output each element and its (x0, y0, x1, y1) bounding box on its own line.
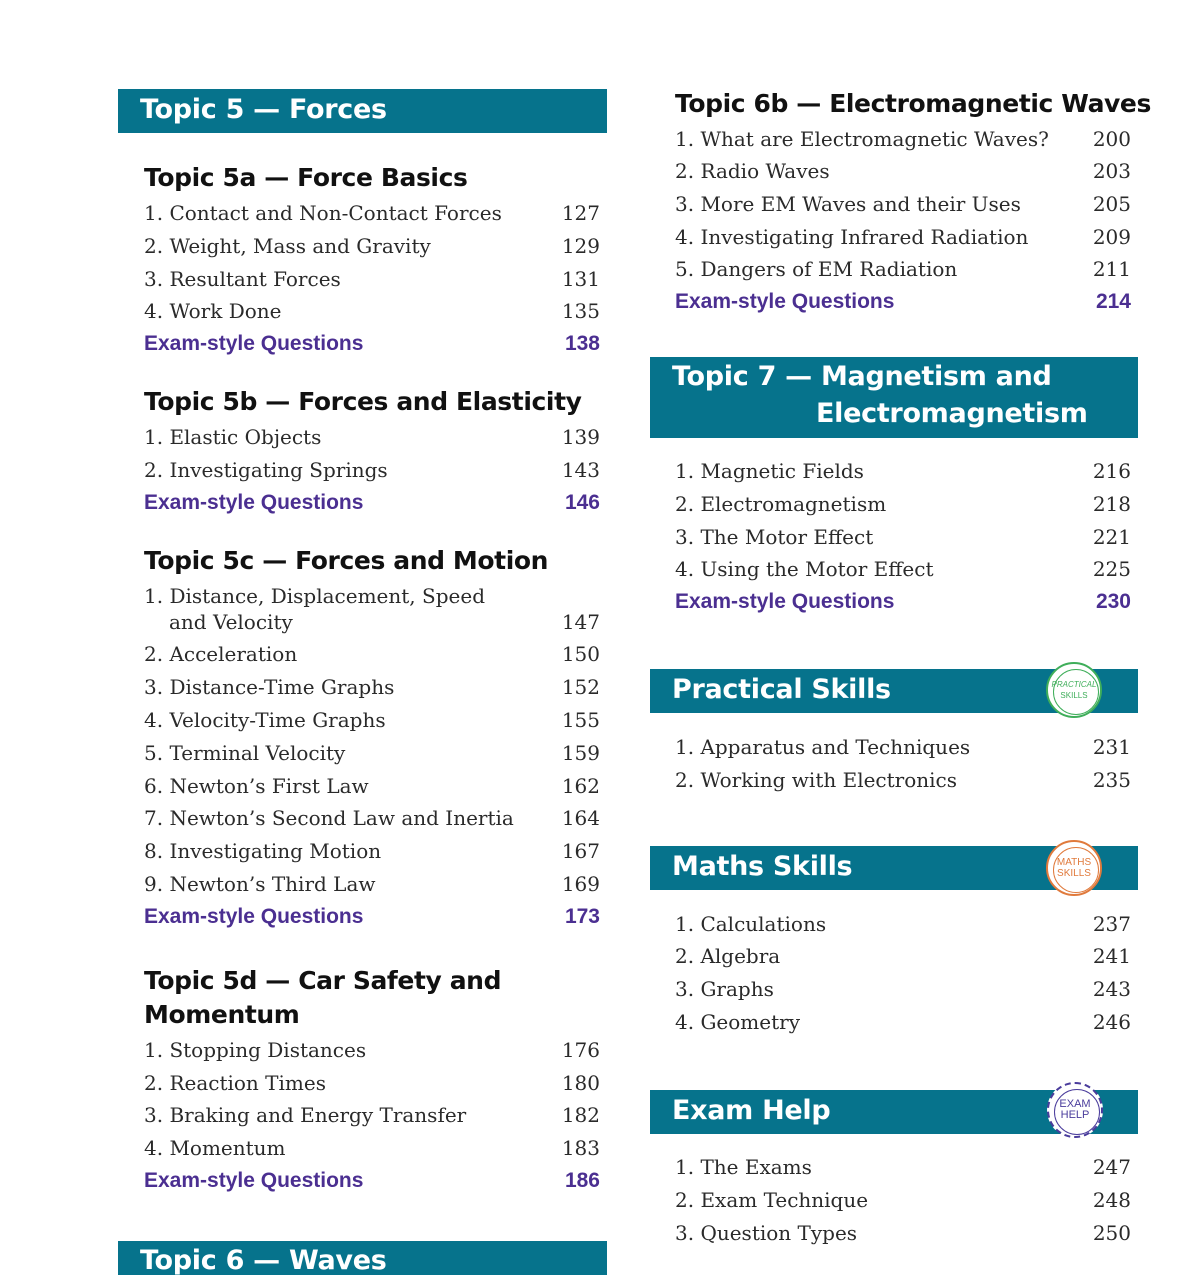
toc-entry[interactable] (144, 300, 600, 322)
entry-label: 4. Geometry (675, 1010, 800, 1034)
entry-page: 214 (1095, 290, 1131, 313)
entry-page: 146 (564, 491, 600, 514)
entry-page: 225 (1092, 557, 1131, 581)
entry-page: 135 (561, 299, 600, 323)
entry-page: 230 (1095, 590, 1131, 613)
topic-6-title: Topic 6 — Waves (140, 1245, 387, 1276)
entry-label: 7. Newton’s Second Law and Inertia (144, 806, 514, 830)
stamp-text: MATHS (1056, 857, 1092, 868)
practical-skills-title: Practical Skills (672, 674, 891, 705)
entry-label: 1. Contact and Non-Contact Forces (144, 201, 502, 225)
entry-page: 155 (561, 708, 600, 732)
entry-page: 203 (1092, 159, 1131, 183)
entry-page: 235 (1092, 768, 1131, 792)
entry-label: 8. Investigating Motion (144, 839, 382, 863)
entry-label: 5. Dangers of EM Radiation (675, 257, 958, 281)
entry-label: 2. Reaction Times (144, 1071, 326, 1095)
toc-entry[interactable] (144, 202, 600, 224)
exam-questions-entry[interactable] (675, 591, 1131, 613)
entry-label: 1. Distance, Displacement, Speed (144, 584, 485, 608)
entry-label: 1. Calculations (675, 912, 827, 936)
entry-page: 211 (1092, 257, 1131, 281)
topic-5d-title-line1: Topic 5d — Car Safety and (144, 966, 502, 995)
entry-label: 1. Magnetic Fields (675, 459, 864, 483)
toc-entry[interactable] (675, 1156, 1131, 1178)
entry-page: 164 (561, 806, 600, 830)
toc-entry[interactable] (144, 268, 600, 290)
topic-5b-title: Topic 5b — Forces and Elasticity (144, 387, 582, 416)
entry-label: 1. Elastic Objects (144, 425, 322, 449)
entry-page: 131 (561, 267, 600, 291)
entry-label: 3. More EM Waves and their Uses (675, 192, 1021, 216)
exam-questions-entry[interactable] (144, 906, 600, 928)
stamp-text: SKILLS (1060, 691, 1088, 700)
topic-5d-title-line2: Momentum (144, 1000, 300, 1029)
entry-label: Exam-style Questions (144, 905, 364, 928)
toc-entry[interactable] (675, 460, 1131, 482)
topic-7-header (650, 357, 1138, 438)
toc-entry[interactable] (675, 978, 1131, 1000)
toc-entry[interactable] (675, 128, 1131, 150)
entry-label: 2. Exam Technique (675, 1188, 869, 1212)
toc-entry[interactable] (675, 945, 1131, 967)
entry-page: 127 (561, 201, 600, 225)
toc-entry[interactable] (144, 1072, 600, 1094)
entry-label: 3. Question Types (675, 1221, 858, 1245)
toc-entry[interactable] (144, 807, 600, 829)
entry-page: 216 (1092, 459, 1131, 483)
entry-page: 221 (1092, 525, 1131, 549)
entry-label: 9. Newton’s Third Law (144, 872, 376, 896)
entry-label: 3. Distance-Time Graphs (144, 675, 395, 699)
exam-questions-entry[interactable] (144, 333, 600, 355)
entry-page: 243 (1092, 977, 1131, 1001)
stamp-text: HELP (1060, 1109, 1090, 1121)
entry-label: Exam-style Questions (144, 491, 364, 514)
entry-page: 182 (561, 1103, 600, 1127)
entry-page: 241 (1092, 944, 1131, 968)
entry-page: 138 (564, 332, 600, 355)
toc-entry[interactable] (144, 459, 600, 481)
toc-entry[interactable] (675, 769, 1131, 791)
entry-label: 3. The Motor Effect (675, 525, 874, 549)
entry-label: 1. Stopping Distances (144, 1038, 367, 1062)
entry-page: 180 (561, 1071, 600, 1095)
maths-skills-stamp-icon (1046, 840, 1102, 896)
entry-page: 248 (1092, 1188, 1131, 1212)
toc-entry[interactable] (144, 742, 600, 764)
entry-label: 6. Newton’s First Law (144, 774, 369, 798)
entry-label: Exam-style Questions (675, 290, 895, 313)
toc-entry[interactable] (675, 526, 1131, 548)
entry-label: 1. What are Electromagnetic Waves? (675, 127, 1049, 151)
entry-label: 2. Investigating Springs (144, 458, 388, 482)
topic-5-header (118, 89, 607, 133)
entry-page: 250 (1092, 1221, 1131, 1245)
entry-label: 2. Electromagnetism (675, 492, 887, 516)
entry-label: 3. Braking and Energy Transfer (144, 1103, 467, 1127)
entry-page: 218 (1092, 492, 1131, 516)
entry-page: 169 (561, 872, 600, 896)
entry-page: 167 (561, 839, 600, 863)
topic-7-title-line2: Electromagnetism (816, 398, 1088, 429)
entry-label: 4. Using the Motor Effect (675, 557, 934, 581)
entry-page: 183 (561, 1136, 600, 1160)
toc-entry[interactable] (144, 1137, 600, 1159)
toc-entry[interactable] (144, 676, 600, 698)
toc-entry[interactable] (144, 426, 600, 448)
entry-page: 209 (1092, 225, 1131, 249)
practical-skills-stamp-icon (1046, 662, 1102, 718)
topic-6b-title: Topic 6b — Electromagnetic Waves (675, 89, 1151, 118)
entry-label: 2. Weight, Mass and Gravity (144, 234, 431, 258)
entry-label: 4. Work Done (144, 299, 282, 323)
entry-page: 186 (564, 1169, 600, 1192)
entry-page: 159 (561, 741, 600, 765)
toc-entry[interactable] (675, 493, 1131, 515)
entry-label-continued: and Velocity (169, 610, 293, 634)
toc-entry[interactable] (144, 235, 600, 257)
toc-entry[interactable] (144, 775, 600, 797)
toc-entry[interactable] (675, 226, 1131, 248)
toc-entry[interactable] (144, 1104, 600, 1126)
toc-entry[interactable] (675, 160, 1131, 182)
entry-page: 150 (561, 642, 600, 666)
entry-page: 176 (561, 1038, 600, 1062)
entry-page: 246 (1092, 1010, 1131, 1034)
toc-entry[interactable] (144, 840, 600, 862)
entry-label: 4. Investigating Infrared Radiation (675, 225, 1029, 249)
topic-5a-title: Topic 5a — Force Basics (144, 163, 468, 192)
entry-page: 129 (561, 234, 600, 258)
maths-skills-title: Maths Skills (672, 851, 853, 882)
toc-entry[interactable] (675, 258, 1131, 280)
toc-entry[interactable] (675, 1189, 1131, 1211)
entry-page: 231 (1092, 735, 1131, 759)
entry-label: 2. Acceleration (144, 642, 298, 666)
stamp-text: EXAM (1059, 1098, 1091, 1110)
entry-label: Exam-style Questions (144, 332, 364, 355)
entry-page: 247 (1092, 1155, 1131, 1179)
toc-entry[interactable] (675, 736, 1131, 758)
toc-entry[interactable] (675, 193, 1131, 215)
toc-entry[interactable] (144, 585, 600, 633)
entry-label: Exam-style Questions (144, 1169, 364, 1192)
entry-label: 2. Algebra (675, 944, 781, 968)
entry-label: 3. Graphs (675, 977, 774, 1001)
toc-entry[interactable] (675, 558, 1131, 580)
exam-questions-entry[interactable] (144, 492, 600, 514)
entry-label: Exam-style Questions (675, 590, 895, 613)
entry-label: 2. Radio Waves (675, 159, 830, 183)
entry-label: 3. Resultant Forces (144, 267, 341, 291)
entry-label: 4. Momentum (144, 1136, 286, 1160)
entry-page: 143 (561, 458, 600, 482)
entry-label: 1. The Exams (675, 1155, 812, 1179)
toc-entry[interactable] (144, 1039, 600, 1061)
topic-7-title-line1: Topic 7 — Magnetism and (672, 361, 1052, 392)
topic-6-header (118, 1241, 607, 1275)
entry-page: 147 (561, 610, 600, 634)
toc-entry[interactable] (144, 709, 600, 731)
entry-page: 152 (561, 675, 600, 699)
toc-entry[interactable] (144, 873, 600, 895)
exam-questions-entry[interactable] (144, 1170, 600, 1192)
entry-page: 237 (1092, 912, 1131, 936)
toc-entry[interactable] (675, 913, 1131, 935)
toc-entry[interactable] (675, 1222, 1131, 1244)
entry-page: 205 (1092, 192, 1131, 216)
exam-help-stamp-icon (1047, 1082, 1103, 1138)
topic-5d-title (144, 964, 501, 1032)
toc-entry[interactable] (144, 643, 600, 665)
exam-questions-entry[interactable] (675, 291, 1131, 313)
topic-5-title: Topic 5 — Forces (140, 94, 387, 125)
entry-label: 1. Apparatus and Techniques (675, 735, 971, 759)
stamp-text: SKILLS (1057, 868, 1091, 879)
entry-page: 139 (561, 425, 600, 449)
entry-page: 173 (564, 905, 600, 928)
entry-label: 2. Working with Electronics (675, 768, 958, 792)
entry-label: 4. Velocity-Time Graphs (144, 708, 386, 732)
entry-page: 162 (561, 774, 600, 798)
exam-help-title: Exam Help (672, 1095, 831, 1126)
entry-page: 200 (1092, 127, 1131, 151)
stamp-text: PRACTICAL (1051, 680, 1097, 689)
topic-5c-title: Topic 5c — Forces and Motion (144, 546, 549, 575)
toc-entry[interactable] (675, 1011, 1131, 1033)
entry-label: 5. Terminal Velocity (144, 741, 346, 765)
